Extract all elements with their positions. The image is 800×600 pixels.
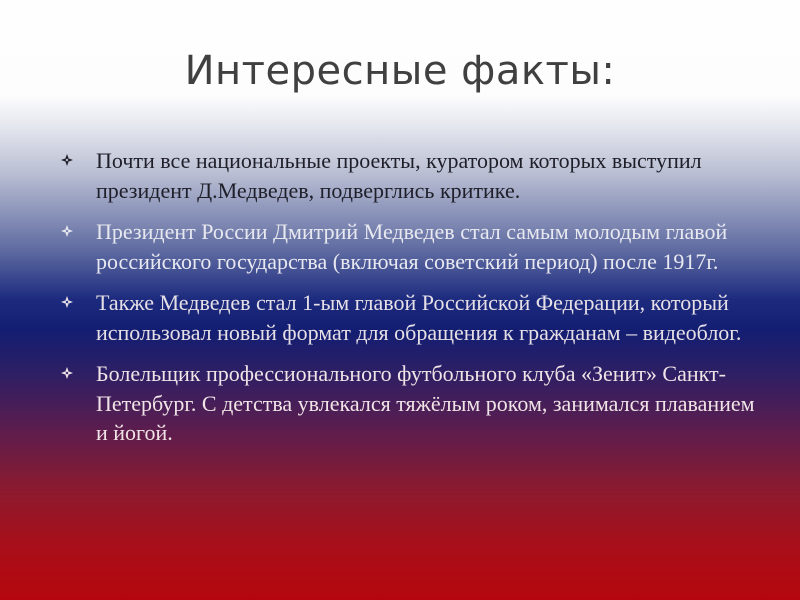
bullet-item	[60, 359, 760, 448]
bullet-text: Президент России Дмитрий Медведев стал самым молодым главой российского государства (включая советский период) после 1917г.	[96, 219, 728, 274]
diamond-bullet-icon	[60, 366, 74, 380]
diamond-bullet-icon	[60, 224, 74, 238]
bullet-item	[60, 288, 760, 347]
bullet-item	[60, 217, 760, 276]
slide-title: Интересные факты:	[184, 48, 616, 94]
bullet-text: Болельщик профессионального футбольного клуба «Зенит» Санкт-Петербург. С детства увлекался тяжёлым роком, занимался плаванием и йогой.	[96, 361, 755, 445]
diamond-bullet-icon	[60, 153, 74, 167]
bullet-text: Также Медведев стал 1-ым главой Российской Федерации, который использовал новый формат для обращения к гражданам – видеоблог.	[96, 290, 742, 345]
bullet-list	[60, 146, 760, 460]
diamond-bullet-icon	[60, 295, 74, 309]
bullet-text: Почти все национальные проекты, куратором которых выступил президент Д.Медведев, подверглись критике.	[96, 148, 702, 203]
bullet-item	[60, 146, 760, 205]
